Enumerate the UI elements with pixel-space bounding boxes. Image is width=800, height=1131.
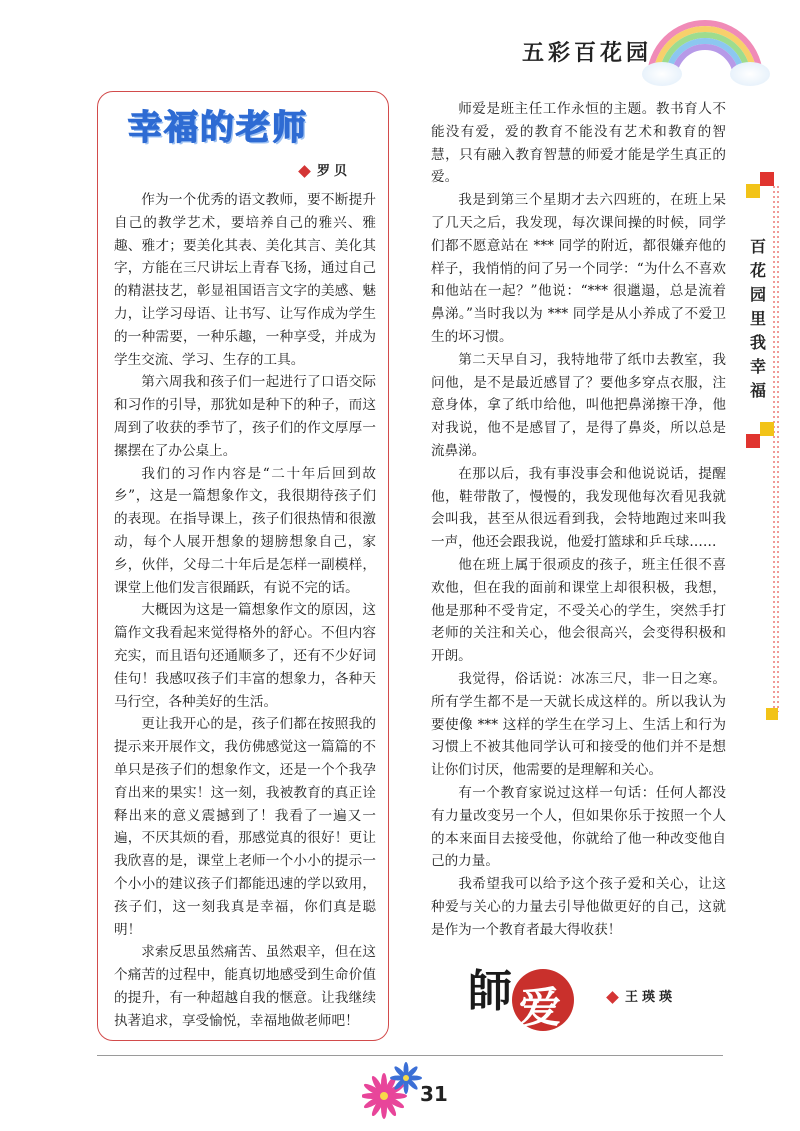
paragraph: 他在班上属于很顽皮的孩子，班主任很不喜欢他，但在我的面前和课堂上却很积极，我想，他是那种不受肯定，不受关心的学生，突然手打老师的关注和关心，他会很高兴，会变得积极和开朗。 [431,556,726,665]
sidebar-char: 园 [749,285,766,304]
article-title: 幸福的老师 [128,108,308,148]
author-byline [300,160,351,179]
paragraph: 第二天早自习，我特地带了纸巾去教室，我问他，是不是最近感冒了？要他多穿点衣服，注意身体，拿了纸巾给他，叫他把鼻涕擦干净，他对我说，他不是感冒了，是得了鼻炎，所以总是流鼻涕。 [431,351,726,459]
section-title: 五彩百花园 [522,41,653,66]
paragraph: 大概因为这是一篇想象作文的原因，这篇作文我看起来觉得格外的舒心。不但内容充实，而且语句还通顺多了，还有不少好词佳句！我感叹孩子们丰富的想象力，各种天马行空，各种美好的生活。 [114,602,376,710]
paragraph: 更让我开心的是，孩子们都在按照我的提示来开展作文，我仿佛感觉这一篇篇的不单只是孩子们的想象作文，还是一个个我孕育出来的果实！这一刻，我被教育的真正诠释出来的意义震撼到了！我看了一遍又一遍，不厌其烦的看，那感觉真的很好！更让我欣喜的是，课堂上老师一个小小的提示一个小小的建议孩子们都能迅速的学以致用，孩子们，这一刻我真是幸福，你们真是聪明！ [114,716,376,938]
footer-divider [97,1055,723,1056]
diamond-icon [606,991,619,1004]
sidebar-char: 花 [749,261,766,280]
sidebar-char: 幸 [749,357,766,376]
paragraph: 我是到第三个星期才去六四班的，在班上呆了几天之后，我发现，每次课间操的时候，同学们都不愿意站在 *** 同学的附近，都很嫌弃他的样子，我悄悄的问了另一个同学：“为什么不喜欢和他站在一起？”他说：“*** 很邋遢，总是流着鼻涕。”当时我以为 *** 同学是从小养成了不爱卫生的坏习惯。 [431,192,726,345]
rainbow-icon [640,8,770,88]
sidebar-vertical-text [748,235,768,403]
paragraph: 求索反思虽然痛苦、虽然艰辛，但在这个痛苦的过程中，能真切地感受到生命价值的提升，有一种超越自我的惬意。让我继续执著追求，享受愉悦，幸福地做老师吧！ [114,944,376,1029]
author-byline [608,986,676,1005]
seal-character: 爱 [519,983,562,1032]
author-name: 王瑛瑛 [625,990,677,1005]
paragraph: 我觉得，俗话说：冰冻三尺，非一日之寒。所有学生都不是一天就长成这样的。所以我认为要使像 *** 这样的学生在学习上、生活上和行为习惯上不被其他同学认可和接受的他们并不是想让你们讨厌，他需要的是理解和关心。 [431,670,726,779]
sidebar-char: 福 [749,381,766,400]
paragraph: 师爱是班主任工作永恒的主题。教书育人不能没有爱，爱的教育不能没有艺术和教育的智慧，只有融入教育智慧的师爱才能是学生真正的爱。 [431,101,726,186]
page-number: 31 [420,1082,448,1106]
sidebar-char: 百 [749,237,766,256]
sidebar-char: 我 [749,333,766,352]
paragraph: 第六周我和孩子们一起进行了口语交际和习作的引导，那犹如是种下的种子，而这周到了收获的季节了，孩子们的作文厚厚一摞摆在了办公桌上。 [114,374,376,459]
paragraph: 作为一个优秀的语文教师，要不断提升自己的教学艺术，要培养自己的雅兴、雅趣、雅才；要美化其表、美化其言、美化其字，方能在三尺讲坛上青春飞扬，通过自己的精湛技艺，彰显祖国语言文字的美感、魅力，让学习母语、让书写、让写作成为学生的一种需要，一种乐趣，一种享受，并成为学生交流、学习、生存的工具。 [114,192,376,368]
diamond-icon [298,165,311,178]
seal-character: 師 [468,966,512,1017]
paragraph: 在那以后，我有事没事会和他说说话，提醒他，鞋带散了，慢慢的，我发现他每次看见我就会叫我，甚至从很远看到我，会特地跑过来叫我一声，他还会跟我说，他爱打篮球和乒乓球…… [431,465,726,551]
sidebar-char: 里 [749,309,766,328]
right-article-body [431,98,726,941]
paragraph: 我们的习作内容是“二十年后回到故乡”，这是一篇想象作文，我很期待孩子们的表现。在指导课上，孩子们很热情和很激动，每个人展开想象的翅膀想象自己，家乡，伙伴，父母二十年后是怎样一副模样，课堂上他们发言很踊跃，有说不完的话。 [114,465,376,596]
paragraph: 有一个教育家说过这样一句话：任何人都没有力量改变另一个人，但如果你乐于按照一个人的本来面目去接受他，你就给了他一种改变他自己的力量。 [431,784,726,870]
paragraph: 我希望我可以给予这个孩子爱和关心，让这种爱与关心的力量去引导他做更好的自己，这就是作为一个教育者最大得收获！ [431,876,726,938]
left-article-body [114,189,376,1032]
shi-ai-seal [468,955,598,1035]
author-name: 罗贝 [317,164,352,179]
